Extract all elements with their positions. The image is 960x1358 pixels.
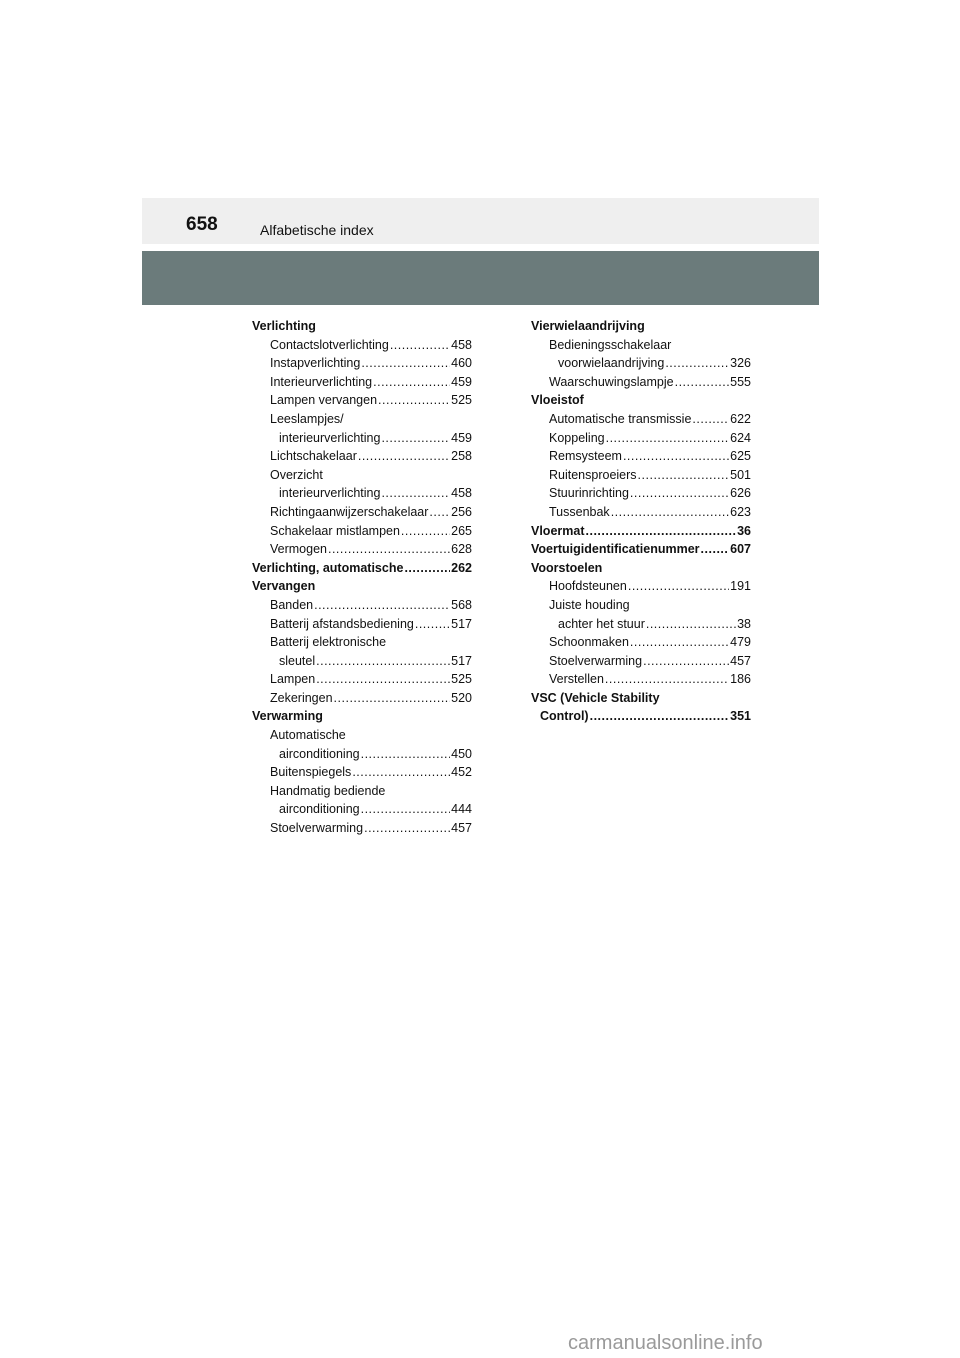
index-entry-page: 525 bbox=[451, 393, 472, 408]
index-entry-label: Automatische bbox=[270, 728, 346, 743]
index-entry bbox=[531, 503, 751, 522]
index-entry-page: 520 bbox=[451, 690, 472, 705]
index-entry bbox=[531, 336, 751, 355]
index-entry bbox=[252, 503, 472, 522]
index-entry-label: Automatische transmissie bbox=[549, 411, 692, 426]
index-entry-label: Lampen vervangen bbox=[270, 393, 378, 408]
index-leader-dots bbox=[358, 447, 450, 466]
index-entry bbox=[531, 615, 751, 634]
index-entry-page: 444 bbox=[451, 802, 472, 817]
index-entry bbox=[252, 800, 472, 819]
index-entry-page: 262 bbox=[451, 560, 472, 575]
index-entry-label: Schakelaar mistlampen bbox=[270, 523, 400, 538]
index-leader-dots bbox=[638, 466, 730, 485]
index-entry-label: Hoofdsteunen bbox=[549, 579, 627, 594]
index-entry-label: interieurverlichting bbox=[279, 430, 381, 445]
index-entry-page: 622 bbox=[730, 411, 751, 426]
index-entry-label: Control) bbox=[540, 709, 589, 724]
index-entry bbox=[531, 410, 751, 429]
index-leader-dots bbox=[630, 484, 729, 503]
index-entry-page: 623 bbox=[730, 504, 751, 519]
index-entry bbox=[252, 410, 472, 429]
index-entry-label: Voorstoelen bbox=[531, 560, 603, 575]
index-entry bbox=[531, 559, 751, 578]
index-entry-label: Instapverlichting bbox=[270, 356, 361, 371]
index-leader-dots bbox=[316, 652, 450, 671]
index-leader-dots bbox=[381, 429, 450, 448]
index-entry bbox=[252, 670, 472, 689]
index-entry bbox=[252, 596, 472, 615]
index-leader-dots bbox=[628, 577, 729, 596]
index-entry-label: Stoelverwarming bbox=[549, 653, 643, 668]
index-leader-dots bbox=[692, 410, 729, 429]
index-entry-page: 258 bbox=[451, 449, 472, 464]
index-entry bbox=[531, 540, 751, 559]
index-entry-label: Lampen bbox=[270, 672, 316, 687]
index-entry-page: 517 bbox=[451, 653, 472, 668]
index-entry bbox=[531, 596, 751, 615]
index-leader-dots bbox=[373, 373, 450, 392]
index-entry-page: 568 bbox=[451, 597, 472, 612]
index-entry bbox=[531, 633, 751, 652]
index-entry bbox=[531, 670, 751, 689]
index-leader-dots bbox=[361, 745, 451, 764]
index-entry-label: Bedieningsschakelaar bbox=[549, 337, 672, 352]
index-entry bbox=[531, 317, 751, 336]
index-entry-label: Verlichting, automatische bbox=[252, 560, 404, 575]
index-entry-label: Juiste houding bbox=[549, 597, 630, 612]
index-entry-label: airconditioning bbox=[279, 746, 360, 761]
index-leader-dots bbox=[605, 670, 729, 689]
index-leader-dots bbox=[404, 559, 450, 578]
index-leader-dots bbox=[630, 633, 729, 652]
index-entry bbox=[252, 652, 472, 671]
index-entry bbox=[252, 726, 472, 745]
index-entry-page: 555 bbox=[730, 374, 751, 389]
index-entry-label: sleutel bbox=[279, 653, 316, 668]
index-entry-label: Lichtschakelaar bbox=[270, 449, 357, 464]
index-entry-page: 626 bbox=[730, 486, 751, 501]
index-entry-label: interieurverlichting bbox=[279, 486, 381, 501]
index-entry bbox=[252, 745, 472, 764]
index-leader-dots bbox=[334, 689, 451, 708]
index-entry bbox=[252, 391, 472, 410]
index-entry bbox=[531, 429, 751, 448]
index-entry-page: 459 bbox=[451, 374, 472, 389]
index-entry bbox=[531, 447, 751, 466]
index-leader-dots bbox=[611, 503, 729, 522]
index-entry-label: Remsysteem bbox=[549, 449, 622, 464]
index-entry bbox=[531, 484, 751, 503]
index-entry-page: 256 bbox=[451, 504, 472, 519]
index-entry bbox=[531, 652, 751, 671]
index-leader-dots bbox=[378, 391, 450, 410]
index-entry-label: airconditioning bbox=[279, 802, 360, 817]
index-entry-label: Vermogen bbox=[270, 542, 327, 557]
index-entry-label: Verstellen bbox=[549, 672, 604, 687]
index-entry-label: Richtingaanwijzerschakelaar bbox=[270, 504, 429, 519]
index-leader-dots bbox=[606, 429, 730, 448]
index-entry-page: 517 bbox=[451, 616, 472, 631]
index-entry-label: Verwarming bbox=[252, 709, 323, 724]
index-entry-label: achter het stuur bbox=[558, 616, 645, 631]
index-leader-dots bbox=[361, 800, 451, 819]
index-entry-page: 628 bbox=[451, 542, 472, 557]
index-entry-label: Interieurverlichting bbox=[270, 374, 373, 389]
index-entry bbox=[252, 707, 472, 726]
index-entry bbox=[252, 522, 472, 541]
index-entry-label: voorwielaandrijving bbox=[558, 356, 665, 371]
index-entry-page: 479 bbox=[730, 635, 751, 650]
index-entry bbox=[531, 689, 751, 708]
index-entry-label: Vierwielaandrijving bbox=[531, 319, 645, 333]
index-leader-dots bbox=[401, 522, 450, 541]
index-entry-page: 450 bbox=[451, 746, 472, 761]
index-entry bbox=[531, 373, 751, 392]
index-leader-dots bbox=[361, 354, 450, 373]
index-entry bbox=[252, 354, 472, 373]
index-leader-dots bbox=[364, 819, 450, 838]
index-entry bbox=[531, 354, 751, 373]
index-entry bbox=[531, 466, 751, 485]
index-entry-label: Banden bbox=[270, 597, 314, 612]
index-entry-label: Voertuigidentificatienummer bbox=[531, 542, 700, 557]
index-entry-label: Stoelverwarming bbox=[270, 821, 364, 836]
index-entry-label: Tussenbak bbox=[549, 504, 610, 519]
index-leader-dots bbox=[352, 763, 450, 782]
index-entry bbox=[252, 819, 472, 838]
index-entry-label: Verlichting bbox=[252, 319, 316, 333]
index-entry-label: Vloermat bbox=[531, 523, 585, 538]
index-entry bbox=[252, 559, 472, 578]
index-leader-dots bbox=[390, 336, 450, 355]
index-leader-dots bbox=[675, 373, 730, 392]
index-leader-dots bbox=[381, 484, 450, 503]
index-entry bbox=[252, 373, 472, 392]
section-title: Alfabetische index bbox=[260, 222, 374, 238]
index-entry bbox=[252, 317, 472, 336]
index-entry-page: 525 bbox=[451, 672, 472, 687]
index-entry-page: 625 bbox=[730, 449, 751, 464]
index-leader-dots bbox=[623, 447, 729, 466]
index-entry bbox=[252, 615, 472, 634]
index-entry-label: Ruitensproeiers bbox=[549, 467, 637, 482]
index-leader-dots bbox=[316, 670, 450, 689]
index-entry bbox=[252, 633, 472, 652]
index-entry-label: Buitenspiegels bbox=[270, 765, 352, 780]
index-entry bbox=[252, 466, 472, 485]
index-leader-dots bbox=[643, 652, 729, 671]
index-entry-page: 460 bbox=[451, 356, 472, 371]
index-entry bbox=[252, 484, 472, 503]
index-entry-label: Handmatig bediende bbox=[270, 783, 386, 798]
index-entry bbox=[531, 391, 751, 410]
index-column-right bbox=[531, 317, 751, 726]
index-entry-page: 265 bbox=[451, 523, 472, 538]
header-bar bbox=[142, 198, 819, 244]
index-entry bbox=[252, 577, 472, 596]
index-leader-dots bbox=[646, 615, 736, 634]
index-entry-page: 326 bbox=[730, 356, 751, 371]
header-band bbox=[142, 251, 819, 305]
watermark: carmanualsonline.info bbox=[568, 1332, 763, 1354]
index-entry bbox=[252, 447, 472, 466]
index-entry-label: Overzicht bbox=[270, 467, 323, 482]
index-entry-page: 458 bbox=[451, 337, 472, 352]
index-leader-dots bbox=[590, 707, 730, 726]
page-number: 658 bbox=[186, 214, 218, 235]
index-entry bbox=[252, 782, 472, 801]
index-entry-page: 624 bbox=[730, 430, 751, 445]
index-entry-label: Contactslotverlichting bbox=[270, 337, 389, 352]
index-entry-page: 501 bbox=[730, 467, 751, 482]
index-leader-dots bbox=[328, 540, 450, 559]
index-leader-dots bbox=[429, 503, 450, 522]
index-entry-label: Batterij afstandsbediening bbox=[270, 616, 414, 631]
index-leader-dots bbox=[415, 615, 450, 634]
index-entry-label: Koppeling bbox=[549, 430, 605, 445]
index-entry-label: Schoonmaken bbox=[549, 635, 629, 650]
index-entry bbox=[252, 336, 472, 355]
index-column-left bbox=[252, 317, 472, 838]
index-entry-label: Stuurinrichting bbox=[549, 486, 629, 501]
index-entry-page: 457 bbox=[451, 821, 472, 836]
index-leader-dots bbox=[314, 596, 450, 615]
index-leader-dots bbox=[586, 522, 737, 541]
index-entry-page: 452 bbox=[451, 765, 472, 780]
index-entry-label: Leeslampjes/ bbox=[270, 411, 344, 426]
index-entry bbox=[252, 540, 472, 559]
index-entry-label: Zekeringen bbox=[270, 690, 333, 705]
index-entry bbox=[252, 763, 472, 782]
index-entry-label: Waarschuwingslampje bbox=[549, 374, 674, 389]
index-entry-page: 351 bbox=[730, 709, 751, 724]
index-entry-page: 607 bbox=[730, 542, 751, 557]
index-entry-label: Vloeistof bbox=[531, 393, 584, 408]
index-entry-label: Vervangen bbox=[252, 579, 316, 594]
index-entry-page: 38 bbox=[737, 616, 751, 631]
index-entry-page: 457 bbox=[730, 653, 751, 668]
index-entry-label: VSC (Vehicle Stability bbox=[531, 690, 660, 705]
index-entry bbox=[252, 429, 472, 448]
index-entry-page: 36 bbox=[737, 523, 751, 538]
index-entry bbox=[252, 689, 472, 708]
index-leader-dots bbox=[701, 540, 730, 559]
index-entry bbox=[531, 522, 751, 541]
index-entry-label: Batterij elektronische bbox=[270, 635, 387, 650]
index-entry bbox=[531, 577, 751, 596]
index-entry bbox=[531, 707, 751, 726]
index-leader-dots bbox=[665, 354, 729, 373]
index-entry-page: 459 bbox=[451, 430, 472, 445]
index-entry-page: 186 bbox=[730, 672, 751, 687]
index-entry-page: 458 bbox=[451, 486, 472, 501]
index-entry-page: 191 bbox=[730, 579, 751, 594]
